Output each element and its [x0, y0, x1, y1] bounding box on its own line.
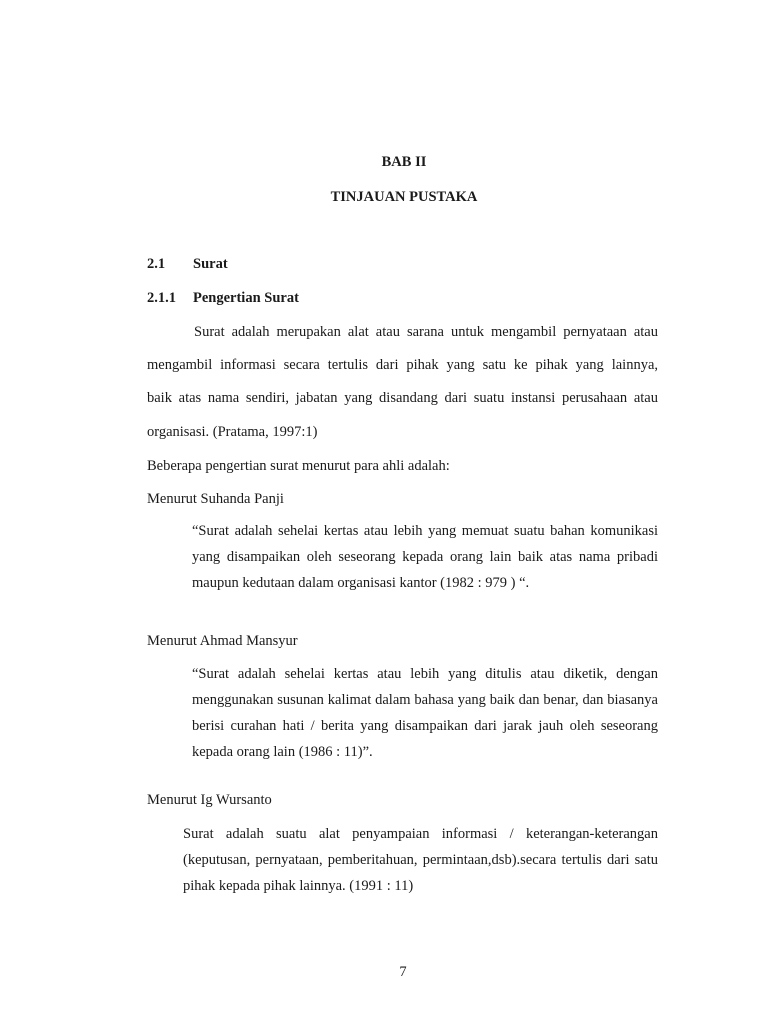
intro-line: mengambil informasi secara tertulis dari pihak yang satu ke pihak yang lainnya, [147, 357, 658, 373]
experts-intro: Beberapa pengertian surat menurut para ahli adalah: [147, 458, 450, 474]
section-number: 2.1 [147, 256, 166, 272]
expert-heading: Menurut Ahmad Mansyur [147, 633, 298, 649]
expert-heading: Menurut Suhanda Panji [147, 491, 284, 507]
expert-quote: “Surat adalah sehelai kertas atau lebih yang ditulis atau diketik, dengan menggunakan susunan kalimat dalam bahasa yang baik dan benar, dan biasanya berisi curahan hati / berita yang disampaikan dari jarak jauh oleh seseorang kepada orang lain (1986 : 11)”. [192, 666, 658, 760]
intro-line: organisasi. (Pratama, 1997:1) [147, 424, 318, 440]
subsection-title: Pengertian Surat [193, 290, 299, 306]
chapter-label: BAB II [381, 154, 427, 170]
page-number: 7 [399, 964, 407, 980]
intro-line: baik atas nama sendiri, jabatan yang disandang dari suatu instansi perusahaan atau [147, 390, 658, 406]
intro-line: Surat adalah merupakan alat atau sarana untuk mengambil pernyataan atau [194, 324, 658, 340]
expert-quote: Surat adalah suatu alat penyampaian informasi / keterangan-keterangan (keputusan, pernyataan, pemberitahuan, permintaan,dsb).secara tertulis dari satu pihak kepada pihak lainnya. (1991 : 11) [183, 826, 658, 894]
section-heading [147, 256, 228, 273]
chapter-title: TINJAUAN PUSTAKA [330, 189, 478, 205]
expert-quote: “Surat adalah sehelai kertas atau lebih yang memuat suatu bahan komunikasi yang disampaikan oleh seseorang kepada orang lain baik atas nama pribadi maupun kedutaan dalam organisasi kantor (1982 : 979 ) “. [192, 523, 658, 591]
subsection-number: 2.1.1 [147, 290, 176, 306]
subsection-heading [147, 290, 299, 307]
section-title: Surat [193, 256, 228, 272]
expert-heading: Menurut Ig Wursanto [147, 792, 272, 808]
